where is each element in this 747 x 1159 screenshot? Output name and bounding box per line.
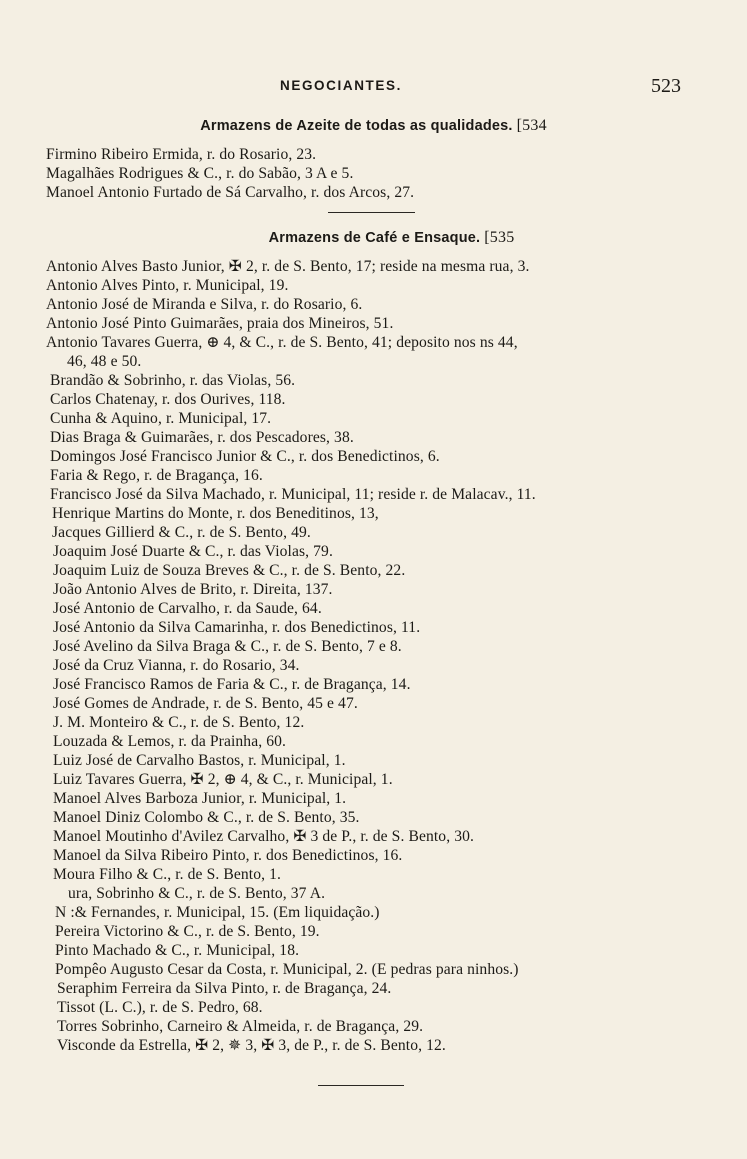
list-item: Faria & Rego, r. de Bragança, 16. [50,467,263,484]
list-item: J. M. Monteiro & C., r. de S. Bento, 12. [53,714,305,731]
list-item: José Gomes de Andrade, r. de S. Bento, 45 e 47. [53,695,358,712]
list-item: Dias Braga & Guimarães, r. dos Pescadores, 38. [50,429,354,446]
list-item: Brandão & Sobrinho, r. das Violas, 56. [50,372,296,389]
list-item: José Antonio da Silva Camarinha, r. dos Benedictinos, 11. [53,619,421,636]
list-item: Manoel Antonio Furtado de Sá Carvalho, r. dos Arcos, 27. [46,184,415,201]
running-head [0,75,747,102]
list-item: Joaquim José Duarte & C., r. das Violas, 79. [53,543,333,560]
section-divider [328,212,415,213]
section-title: Armazens de Azeite de todas as qualidades. [200,118,513,134]
list-item: Henrique Martins do Monte, r. dos Beneditinos, 13, [52,505,379,522]
list-item-continuation: 46, 48 e 50. [67,353,142,370]
list-item: Joaquim Luiz de Souza Breves & C., r. de S. Bento, 22. [53,562,406,579]
list-item: Pinto Machado & C., r. Municipal, 18. [55,942,300,959]
running-title: NEGOCIANTES. [280,78,402,93]
list-item: Carlos Chatenay, r. dos Ourives, 118. [50,391,286,408]
list-item: Moura Filho & C., r. de S. Bento, 1. [53,866,281,883]
list-item: João Antonio Alves de Brito, r. Direita, 137. [53,581,333,598]
list-item: Visconde da Estrella, ✠ 2, ✵ 3, ✠ 3, de P., r. de S. Bento, 12. [57,1037,446,1054]
section-heading-cafe [18,229,747,247]
list-item: Seraphim Ferreira da Silva Pinto, r. de Bragança, 24. [57,980,392,997]
list-item: Antonio Tavares Guerra, ⊕ 4, & C., r. de S. Bento, 41; deposito nos ns 44, [46,334,518,351]
list-item: Manoel Diniz Colombo & C., r. de S. Bento, 35. [53,809,360,826]
list-item: Antonio José de Miranda e Silva, r. do Rosario, 6. [46,296,363,313]
list-item: Magalhães Rodrigues & C., r. do Sabão, 3 A e 5. [46,165,354,182]
section-title: Armazens de Café e Ensaque. [268,230,481,246]
list-item: Louzada & Lemos, r. da Prainha, 60. [53,733,287,750]
section-ref: [534 [516,117,547,134]
list-item: ura, Sobrinho & C., r. de S. Bento, 37 A. [68,885,326,902]
list-item: Luiz José de Carvalho Bastos, r. Municipal, 1. [53,752,346,769]
list-item: Tissot (L. C.), r. de S. Pedro, 68. [57,999,263,1016]
list-item: José Francisco Ramos de Faria & C., r. de Bragança, 14. [53,676,411,693]
list-item: Domingos José Francisco Junior & C., r. dos Benedictinos, 6. [50,448,440,465]
list-item: José da Cruz Vianna, r. do Rosario, 34. [53,657,300,674]
list-item: Pompêo Augusto Cesar da Costa, r. Municipal, 2. (E pedras para ninhos.) [55,961,519,978]
list-item: José Antonio de Carvalho, r. da Saude, 64. [53,600,322,617]
list-item: Manoel Alves Barboza Junior, r. Municipal, 1. [53,790,347,807]
list-item: Cunha & Aquino, r. Municipal, 17. [50,410,272,427]
page-number: 523 [651,75,681,97]
list-item: Francisco José da Silva Machado, r. Municipal, 11; reside r. de Malacav., 11. [50,486,536,503]
list-item: Antonio Alves Basto Junior, ✠ 2, r. de S. Bento, 17; reside na mesma rua, 3. [46,258,530,275]
section-heading-azeite [0,117,747,135]
list-item: N :& Fernandes, r. Municipal, 15. (Em liquidação.) [55,904,380,921]
list-item: Antonio José Pinto Guimarães, praia dos Mineiros, 51. [46,315,394,332]
list-item: Pereira Victorino & C., r. de S. Bento, 19. [55,923,320,940]
list-item: Torres Sobrinho, Carneiro & Almeida, r. de Bragança, 29. [57,1018,424,1035]
list-item: Manoel Moutinho d'Avilez Carvalho, ✠ 3 de P., r. de S. Bento, 30. [53,828,474,845]
list-item: Manoel da Silva Ribeiro Pinto, r. dos Benedictinos, 16. [53,847,403,864]
section-ref: [535 [484,229,515,246]
end-divider [318,1085,404,1086]
list-item: Firmino Ribeiro Ermida, r. do Rosario, 23. [46,146,317,163]
list-item: Jacques Gillierd & C., r. de S. Bento, 49. [52,524,311,541]
list-item: Antonio Alves Pinto, r. Municipal, 19. [46,277,289,294]
list-item: Luiz Tavares Guerra, ✠ 2, ⊕ 4, & C., r. Municipal, 1. [53,771,393,788]
list-item: José Avelino da Silva Braga & C., r. de S. Bento, 7 e 8. [53,638,402,655]
